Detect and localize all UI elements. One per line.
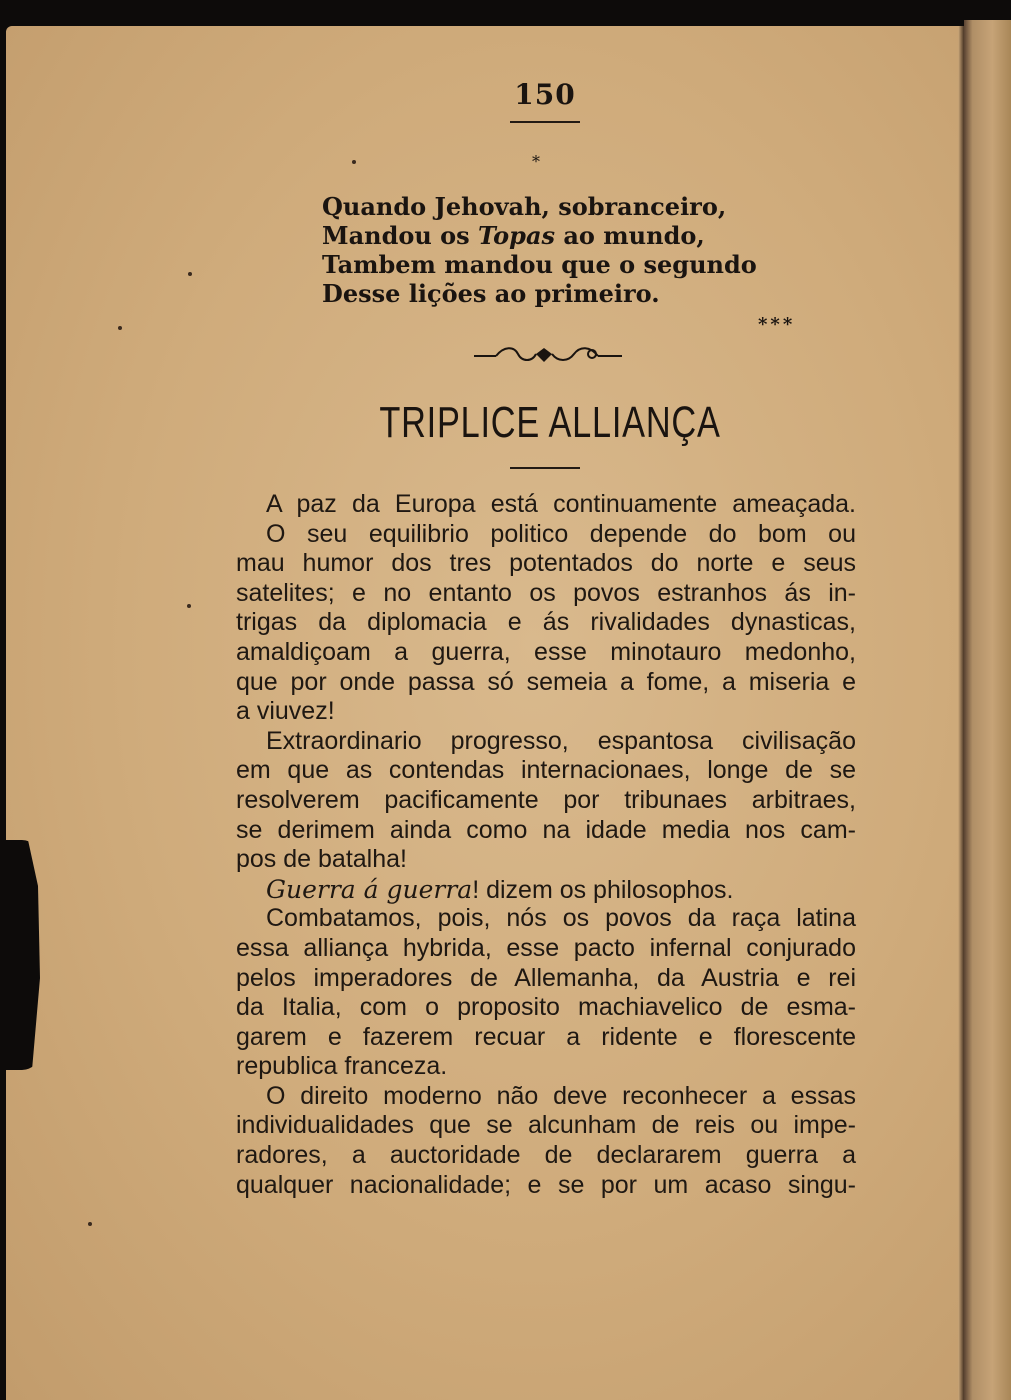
body-line: se derimem ainda como na idade media nos cam- (236, 815, 856, 844)
section-title: TRIPLICE ALLIANÇA (379, 398, 721, 447)
body-line: pos de batalha! (236, 845, 407, 874)
torn-page-notch (0, 840, 40, 1070)
body-line: A paz da Europa está continuamente ameaçada. (266, 490, 856, 518)
body-line-guerra: Guerra á guerra! dizem os philosophos. (266, 874, 734, 904)
body-line: mau humor dos tres potentados do norte e seus (236, 549, 856, 578)
body-line: Extraordinario progresso, espantosa civilisação (266, 726, 856, 755)
body-line: pelos imperadores de Allemanha, da Austria e rei (236, 963, 856, 992)
body-line: amaldiçoam a guerra, esse minotauro medonho, (236, 637, 856, 666)
asterism: *** (758, 314, 796, 335)
body-line: a viuvez! (236, 697, 335, 726)
poem-line-4: Desse lições ao primeiro. (322, 279, 660, 308)
title-rule (510, 467, 580, 469)
body-line: em que as contendas internacionaes, longe de se (236, 756, 856, 785)
ornament-divider (474, 344, 622, 368)
body-line: republica franceza. (236, 1052, 448, 1081)
body-line: O direito moderno não deve reconhecer a essas (266, 1081, 856, 1110)
body-line: essa alliança hybrida, esse pacto infernal conjurado (236, 933, 856, 962)
page-number-rule (510, 121, 580, 123)
body-line: O seu equilibrio politico depende do bom ou (266, 519, 856, 548)
paper-speck (352, 160, 356, 164)
poem-line-1: Quando Jehovah, sobranceiro, (322, 192, 727, 221)
poem-star-mark: * (532, 152, 540, 171)
body-line: Combatamos, pois, nós os povos da raça latina (266, 904, 856, 933)
paper-speck (88, 1222, 92, 1226)
body-line: qualquer nacionalidade; e se por um acaso singu- (236, 1170, 856, 1199)
body-line: garem e fazerem recuar a ridente e florescente (236, 1022, 856, 1051)
body-line: que por onde passa só semeia a fome, a miseria e (236, 667, 856, 696)
poem-italic-word: Topas (478, 221, 556, 250)
poem-stanza (322, 192, 802, 308)
poem-line-2: Mandou os Topas ao mundo, (322, 221, 705, 250)
paper-speck (188, 272, 192, 276)
adjacent-page-edge (964, 20, 1011, 1400)
paper-speck (118, 326, 122, 330)
body-line: individualidades que se alcunham de reis ou impe- (236, 1111, 856, 1140)
paper-speck (187, 604, 191, 608)
body-line: da Italia, com o proposito machiavelico de esma- (236, 993, 856, 1022)
poem-line-3: Tambem mandou que o segundo (322, 250, 757, 279)
body-line: radores, a auctoridade de declararem guerra a (236, 1141, 856, 1170)
body-text (236, 490, 856, 1200)
italic-phrase: Guerra á guerra (266, 874, 473, 904)
body-line: resolverem pacificamente por tribunaes arbitraes, (236, 785, 856, 814)
body-line: satelites; e no entanto os povos estranhos ás in- (236, 578, 856, 607)
page-number: 150 (514, 78, 576, 111)
body-line: trigas da diplomacia e ás rivalidades dynasticas, (236, 608, 856, 637)
